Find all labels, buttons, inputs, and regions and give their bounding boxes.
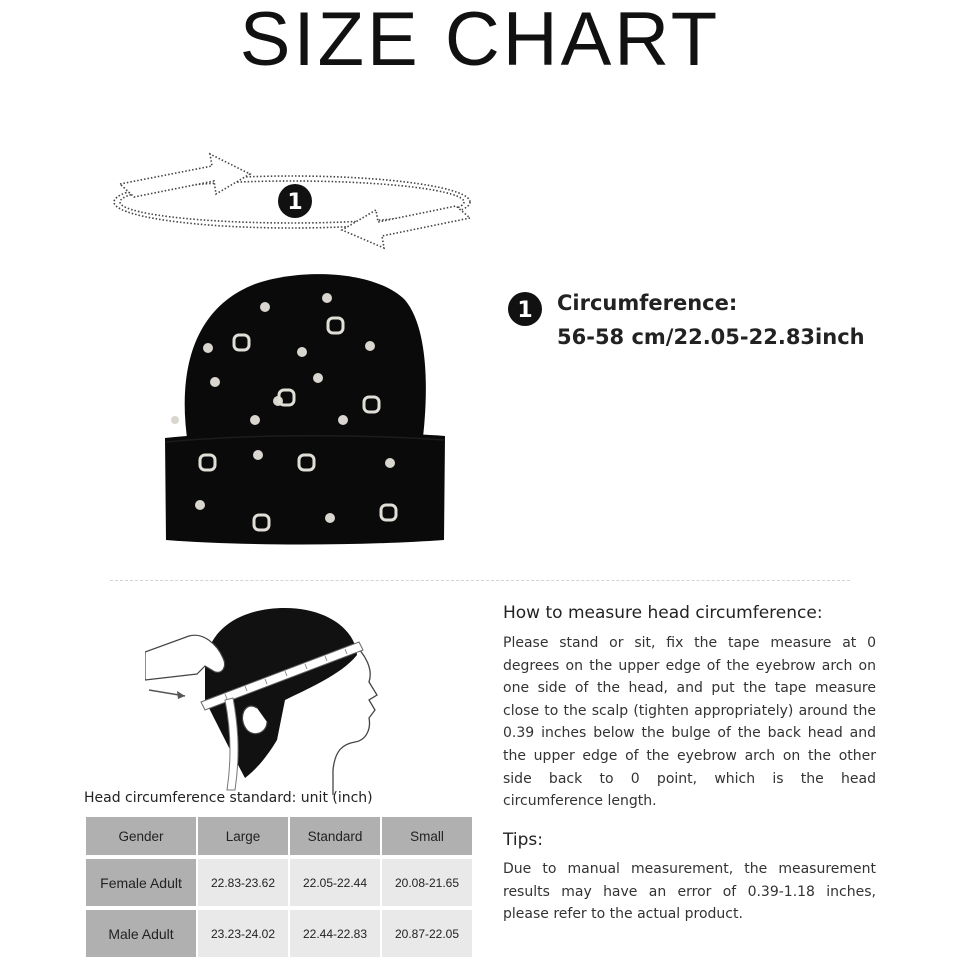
size-table	[84, 813, 474, 961]
tips-heading: Tips:	[503, 830, 543, 850]
cell-large: 23.23-24.02	[198, 910, 288, 957]
ring-badge-number: 1	[287, 190, 303, 215]
cell-small: 20.87-22.05	[382, 910, 472, 957]
row-label: Male Adult	[86, 910, 196, 957]
section-divider	[110, 580, 850, 581]
head-measuring-illustration-icon	[145, 600, 395, 795]
measure-heading: How to measure head circumference:	[503, 603, 823, 623]
measure-instructions: Please stand or sit, fix the tape measure at 0 degrees on the upper edge of the eyebrow arch on one side of the head, and put the tape measure close to the scalp (tighten appropriately) around the 0.39 inches below the bulge of the back head and the upper edge of the eyebrow arch on the other side back to 0 point, which is the head circumference length.	[503, 635, 876, 810]
cell-small: 20.08-21.65	[382, 859, 472, 906]
page-title: SIZE CHART	[239, 0, 721, 82]
tips-text: Due to manual measurement, the measurement results may have an error of 0.39-1.18 inches, please refer to the actual product.	[503, 861, 876, 923]
table-caption: Head circumference standard: unit (inch)	[84, 790, 373, 806]
header-standard: Standard	[290, 817, 380, 855]
header-large: Large	[198, 817, 288, 855]
table-row	[86, 859, 472, 906]
circumference-badge-icon	[507, 291, 543, 327]
table-row	[86, 910, 472, 957]
row-label: Female Adult	[86, 859, 196, 906]
circumference-value: 56-58 cm/22.05-22.83inch	[557, 325, 865, 349]
measuring-ring-icon	[100, 140, 490, 260]
circumference-badge-number: 1	[517, 298, 533, 323]
cell-standard: 22.05-22.44	[290, 859, 380, 906]
cell-large: 22.83-23.62	[198, 859, 288, 906]
circumference-label: Circumference:	[557, 291, 738, 315]
header-gender: Gender	[86, 817, 196, 855]
beanie-hat-image	[160, 270, 450, 550]
header-small: Small	[382, 817, 472, 855]
table-header-row	[86, 817, 472, 855]
cell-standard: 22.44-22.83	[290, 910, 380, 957]
